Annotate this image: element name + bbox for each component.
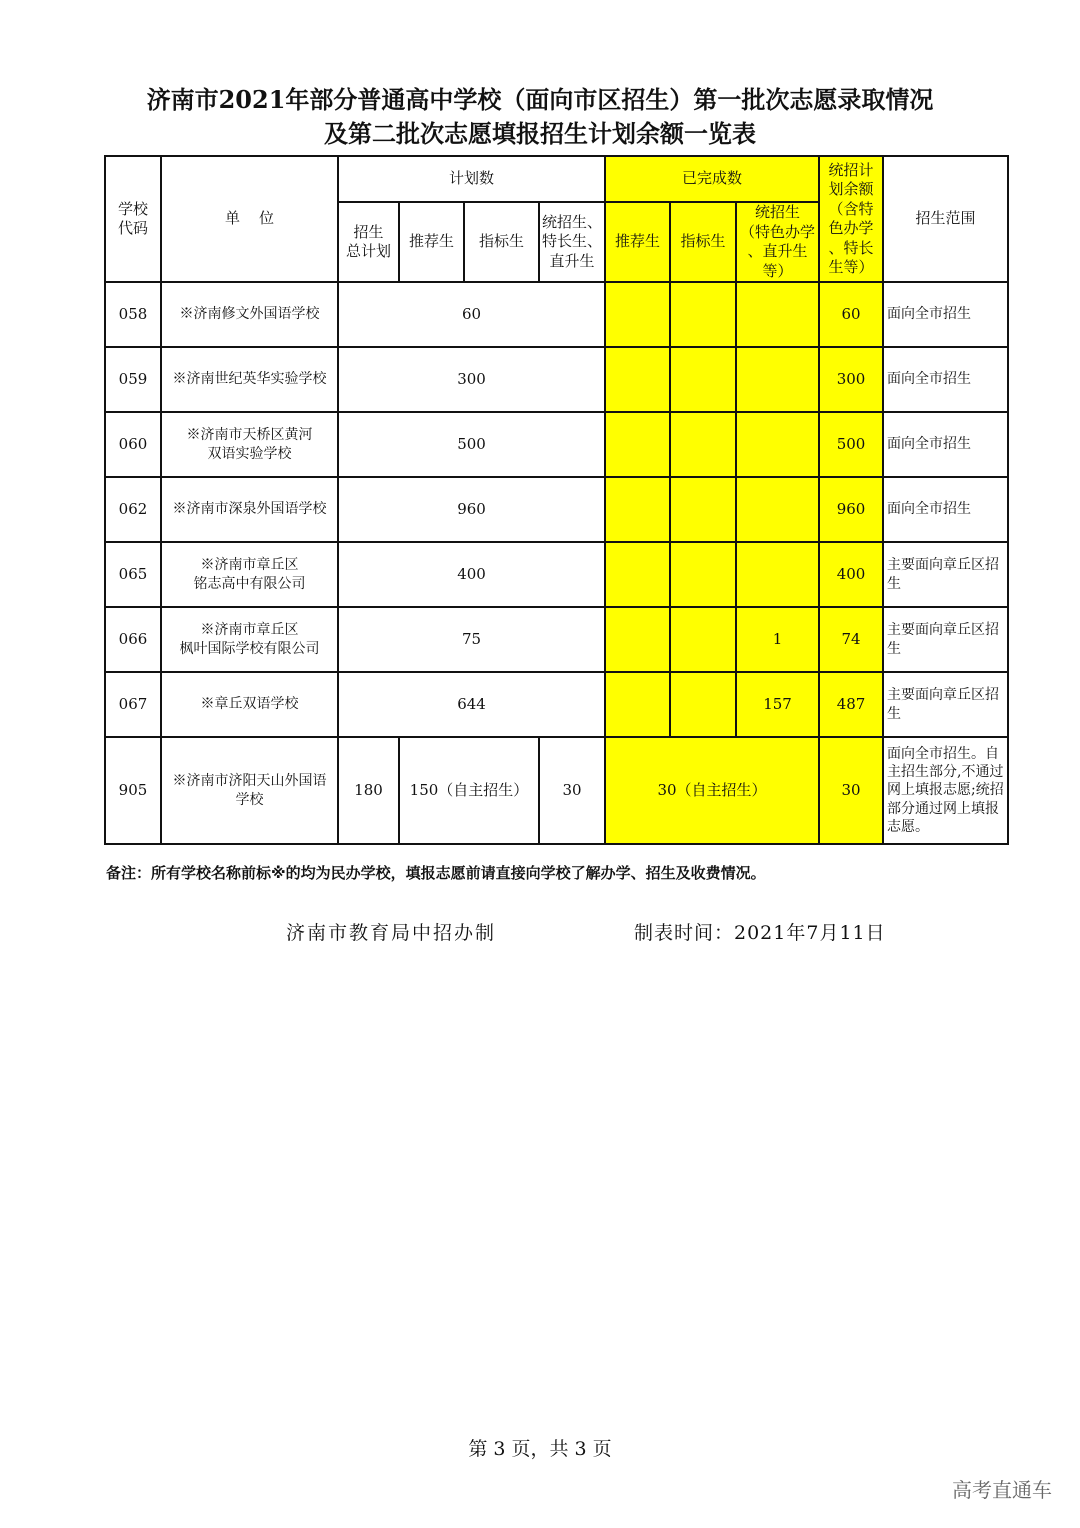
cell-done-recommend [605,607,670,672]
cell-remain-text: 30 [841,780,861,799]
cell-name [161,412,338,477]
header-done-recommend: 推荐生 [605,202,670,282]
cell-name-text: ※济南世纪英华实验学校 [172,371,327,388]
cell-remain-text: 487 [836,694,866,713]
document-title-line2: 及第二批次志愿填报招生计划余额一览表 [324,119,756,148]
cell-plan [338,347,605,412]
cell-remain [819,347,883,412]
cell-range-text: 主要面向章丘区招生 [887,622,1000,657]
cell-done-recommend [605,347,670,412]
cell-name [161,282,338,347]
cell-name-text: ※济南市章丘区 枫叶国际学校有限公司 [179,622,320,657]
cell-plan-text: 400 [457,564,486,583]
cell-done-quota [670,412,736,477]
cell-range [883,477,1008,542]
issue-date: 制表时间：2021年7月11日 [634,922,886,944]
cell-remain-text: 960 [836,499,866,518]
header-range: 招生范围 [883,156,1008,282]
cell-code [105,737,161,844]
header-done-unified: 统招生 （特色办学 、直升生 等） [736,202,819,282]
cell-done-unified-text: 1 [772,629,783,648]
cell-range [883,542,1008,607]
cell-range-text: 面向全市招生 [887,371,972,388]
cell-name [161,347,338,412]
table-row [105,737,1008,844]
cell-remain [819,542,883,607]
cell-done-unified-text: 157 [763,694,792,713]
cell-done-unified [736,347,819,412]
cell-name-text: ※章丘双语学校 [200,696,299,713]
cell-plan [338,412,605,477]
cell-done-quota [670,672,736,737]
cell-done-unified [736,672,819,737]
cell-name-text: ※济南修文外国语学校 [179,306,320,323]
table-row [105,672,1008,737]
cell-plan-unified [539,737,605,844]
cell-name-text: ※济南市天桥区黄河 双语实验学校 [186,427,313,462]
cell-name [161,542,338,607]
enrollment-table [104,155,1009,845]
note: 备注：所有学校名称前标※的均为民办学校，填报志愿前请直接向学校了解办学、招生及收费情况。 [106,864,766,882]
cell-plan [338,607,605,672]
header-remain: 统招计 划余额 （含特 色办学 、特长 生等） [819,156,883,282]
page-number: 第 3 页，共 3 页 [468,1438,612,1460]
cell-remain-text: 300 [836,369,866,388]
header-done: 已完成数 [605,156,819,202]
cell-done-recommend [605,282,670,347]
cell-remain [819,282,883,347]
cell-remain [819,412,883,477]
cell-name [161,607,338,672]
header-plan: 计划数 [338,156,605,202]
cell-remain-text: 74 [841,629,861,648]
cell-plan-text: 644 [457,694,486,713]
cell-code-text: 059 [118,369,148,388]
cell-done-recommend [605,477,670,542]
cell-plan [338,672,605,737]
cell-code-text: 065 [118,564,148,583]
cell-range [883,737,1008,844]
cell-plan-total [338,737,399,844]
header-plan-total: 招生 总计划 [338,202,399,282]
table-row [105,542,1008,607]
watermark: 高考直通车 [952,1478,1052,1502]
cell-range-text: 面向全市招生。自主招生部分,不通过网上填报志愿;统招部分通过网上填报志愿。 [887,746,1004,835]
header-unit: 单 位 [161,156,338,282]
cell-code [105,347,161,412]
cell-range-text: 面向全市招生 [887,501,972,518]
cell-range [883,607,1008,672]
cell-plan [338,477,605,542]
cell-name-text: ※济南市深泉外国语学校 [172,501,327,518]
cell-range-text: 面向全市招生 [887,436,972,453]
cell-code [105,607,161,672]
cell-plan-text: 500 [457,434,486,453]
cell-range [883,282,1008,347]
cell-done-quota [670,347,736,412]
cell-remain-text: 60 [841,304,861,323]
cell-done-recommend [605,672,670,737]
issuer: 济南市教育局中招办制 [286,922,497,944]
cell-code-text: 060 [118,434,148,453]
cell-remain-text: 400 [836,564,866,583]
cell-name [161,672,338,737]
cell-code-text: 905 [118,780,148,799]
cell-done-recommend [605,542,670,607]
table-row [105,477,1008,542]
cell-done-unified [736,542,819,607]
cell-name [161,477,338,542]
cell-plan-recommend-text: 150（自主招生） [409,780,529,799]
cell-code-text: 058 [118,304,148,323]
cell-plan-text: 300 [457,369,486,388]
cell-code-text: 062 [118,499,148,518]
cell-remain [819,672,883,737]
cell-code-text: 067 [118,694,148,713]
cell-remain [819,477,883,542]
cell-plan-unified-text: 30 [562,780,582,799]
table-row [105,607,1008,672]
cell-plan [338,542,605,607]
cell-code [105,672,161,737]
header-plan-recommend: 推荐生 [399,202,464,282]
cell-done-quota [670,607,736,672]
cell-code [105,412,161,477]
cell-done-recommend [605,412,670,477]
cell-range [883,412,1008,477]
cell-range-text: 主要面向章丘区招生 [887,557,1000,592]
table-row [105,412,1008,477]
cell-code [105,542,161,607]
cell-code-text: 066 [118,629,148,648]
cell-range [883,672,1008,737]
cell-range-text: 面向全市招生 [887,306,972,323]
table-row [105,282,1008,347]
cell-name [161,737,338,844]
cell-name-text: ※济南市章丘区 铭志高中有限公司 [193,557,306,592]
cell-name-text: ※济南市济阳天山外国语 学校 [172,773,327,808]
cell-plan-text: 960 [457,499,486,518]
header-code: 学校 代码 [105,156,161,282]
cell-remain-text: 500 [836,434,866,453]
cell-code [105,282,161,347]
header-done-quota: 指标生 [670,202,736,282]
cell-done-quota [670,542,736,607]
cell-range-text: 主要面向章丘区招生 [887,687,1000,722]
cell-done-unified [736,412,819,477]
cell-range [883,347,1008,412]
cell-done-unified [736,282,819,347]
cell-code [105,477,161,542]
cell-done-unified [736,477,819,542]
cell-done-quota [670,282,736,347]
cell-plan [338,282,605,347]
header-plan-unified: 统招生、 特长生、 直升生 [539,202,605,282]
cell-plan-total-text: 180 [354,780,383,799]
cell-done-text: 30（自主招生） [657,780,767,799]
cell-plan-text: 75 [461,629,482,648]
document-title-line1: 济南市2021年部分普通高中学校（面向市区招生）第一批次志愿录取情况 [146,85,934,114]
cell-remain [819,737,883,844]
table-row [105,347,1008,412]
cell-done-quota [670,477,736,542]
cell-done-unified [736,607,819,672]
cell-done [605,737,819,844]
header-plan-quota: 指标生 [464,202,539,282]
cell-plan-text: 60 [461,304,482,323]
cell-remain [819,607,883,672]
cell-plan-recommend [399,737,539,844]
